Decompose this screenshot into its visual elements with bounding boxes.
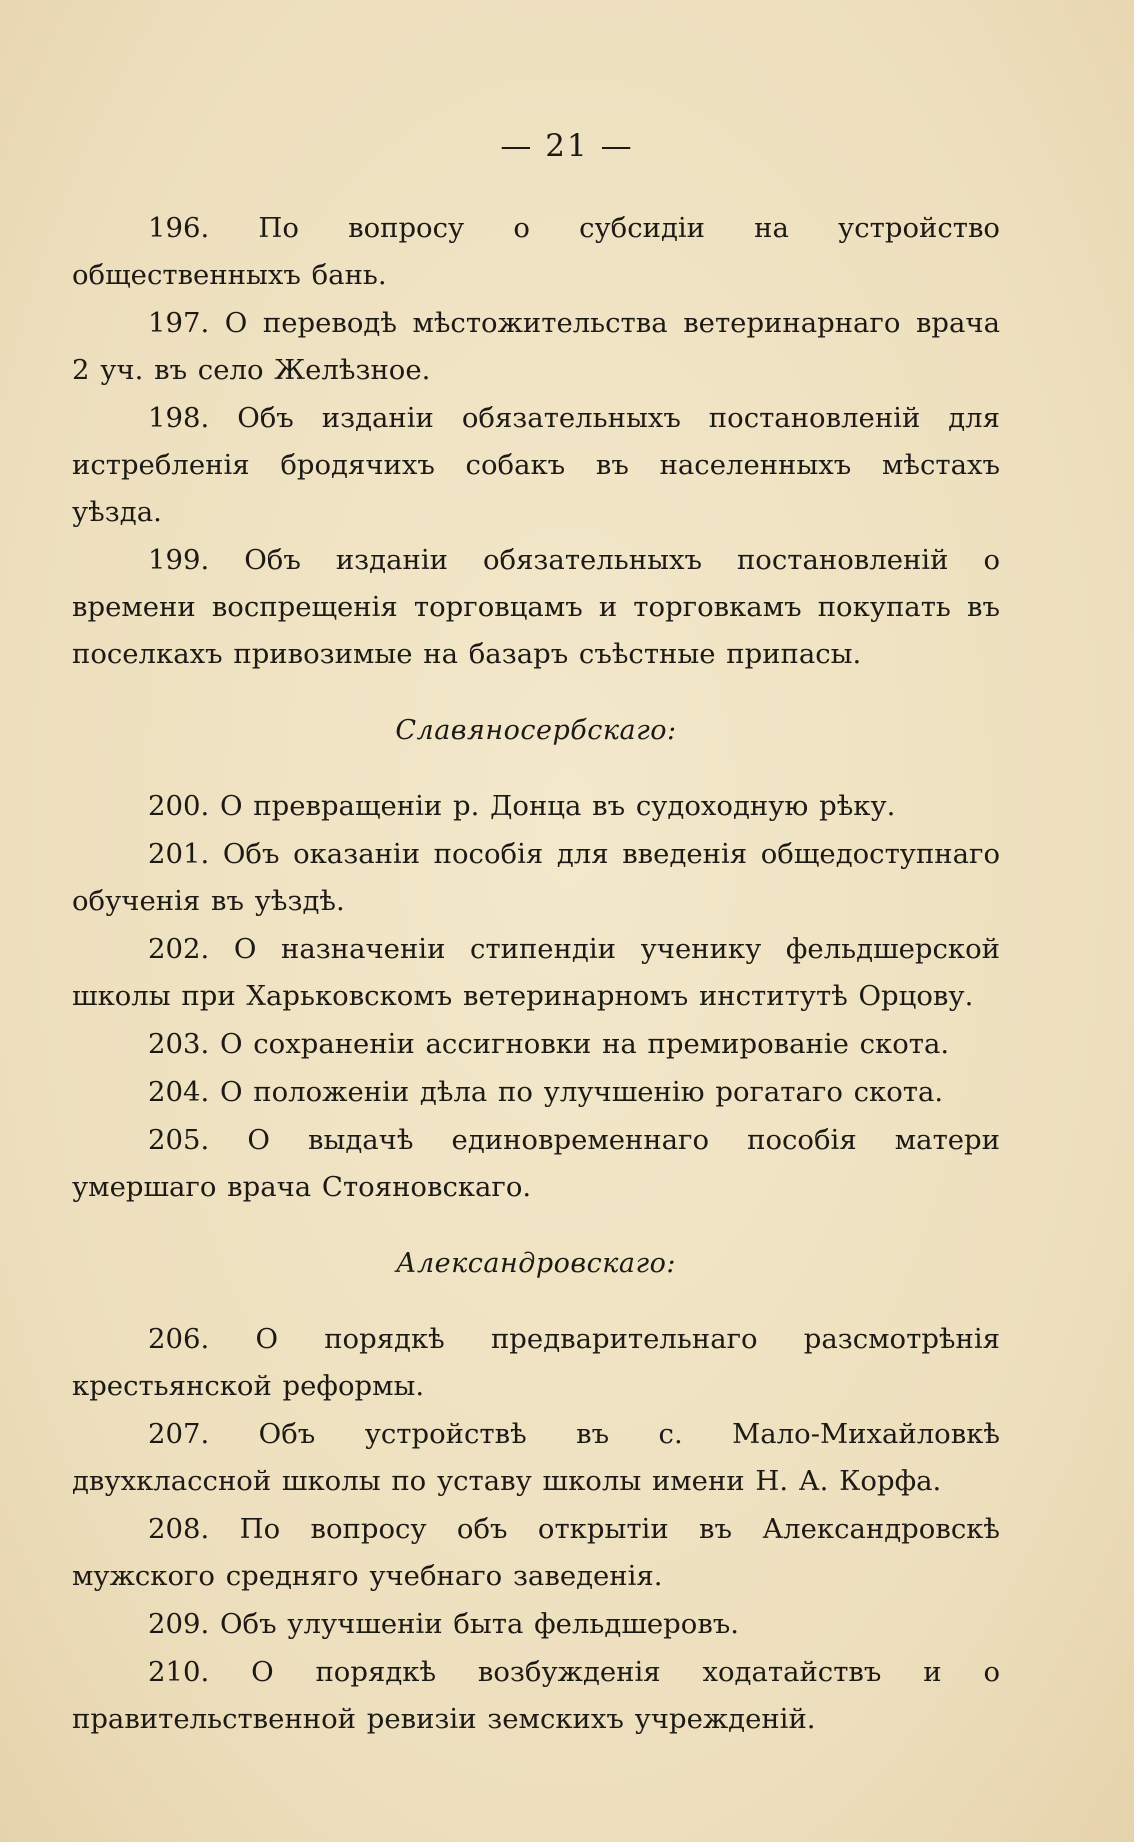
- list-item: 209. Объ улучшеніи быта фельдшеровъ.: [148, 1608, 740, 1640]
- list-item: 199. Объ изданіи обязательныхъ постановленій о времени воспрещенія торговцамъ и торговкамъ покупать въ поселкахъ привозимые на базаръ съѣстные припасы.: [72, 544, 1000, 670]
- list-item: 197. О переводѣ мѣстожительства ветеринарнаго врача 2 уч. въ село Желѣзное.: [72, 307, 1000, 386]
- section-heading-aleksandrovsk: Александровскаго:: [396, 1248, 676, 1279]
- list-item: 200. О превращеніи р. Донца въ судоходную рѣку.: [148, 790, 896, 822]
- list-item: 198. Объ изданіи обязательныхъ постановленій для истребленія бродячихъ собакъ въ населенныхъ мѣстахъ уѣзда.: [72, 402, 1000, 528]
- list-item: 196. По вопросу о субсидіи на устройство общественныхъ бань.: [72, 212, 1000, 291]
- list-item: 203. О сохраненіи ассигновки на премированіе скота.: [148, 1028, 950, 1060]
- page-number: — 21 —: [500, 128, 634, 164]
- list-item: 206. О порядкѣ предварительнаго разсмотрѣнія крестьянской реформы.: [72, 1323, 1000, 1402]
- section-heading-slavyanoserbsk: Славяносербскаго:: [395, 715, 677, 746]
- list-item: 201. Объ оказаніи пособія для введенія общедоступнаго обученія въ уѣздѣ.: [72, 838, 1000, 917]
- list-item: 210. О порядкѣ возбужденія ходатайствъ и о правительственной ревизіи земскихъ учрежденій.: [72, 1656, 1000, 1735]
- list-item: 205. О выдачѣ единовременнаго пособія матери умершаго врача Стояновскаго.: [72, 1124, 1000, 1203]
- page-content: [72, 205, 1000, 1744]
- list-item: 204. О положеніи дѣла по улучшенію рогатаго скота.: [148, 1076, 944, 1108]
- list-item: 202. О назначеніи стипендіи ученику фельдшерской школы при Харьковскомъ ветеринарномъ институтѣ Орцову.: [72, 933, 1000, 1012]
- list-item: 207. Объ устройствѣ въ с. Мало-Михайловкѣ двухклассной школы по уставу школы имени Н. А. Корфа.: [72, 1418, 1000, 1497]
- list-item: 208. По вопросу объ открытіи въ Александровскѣ мужского средняго учебнаго заведенія.: [72, 1513, 1000, 1592]
